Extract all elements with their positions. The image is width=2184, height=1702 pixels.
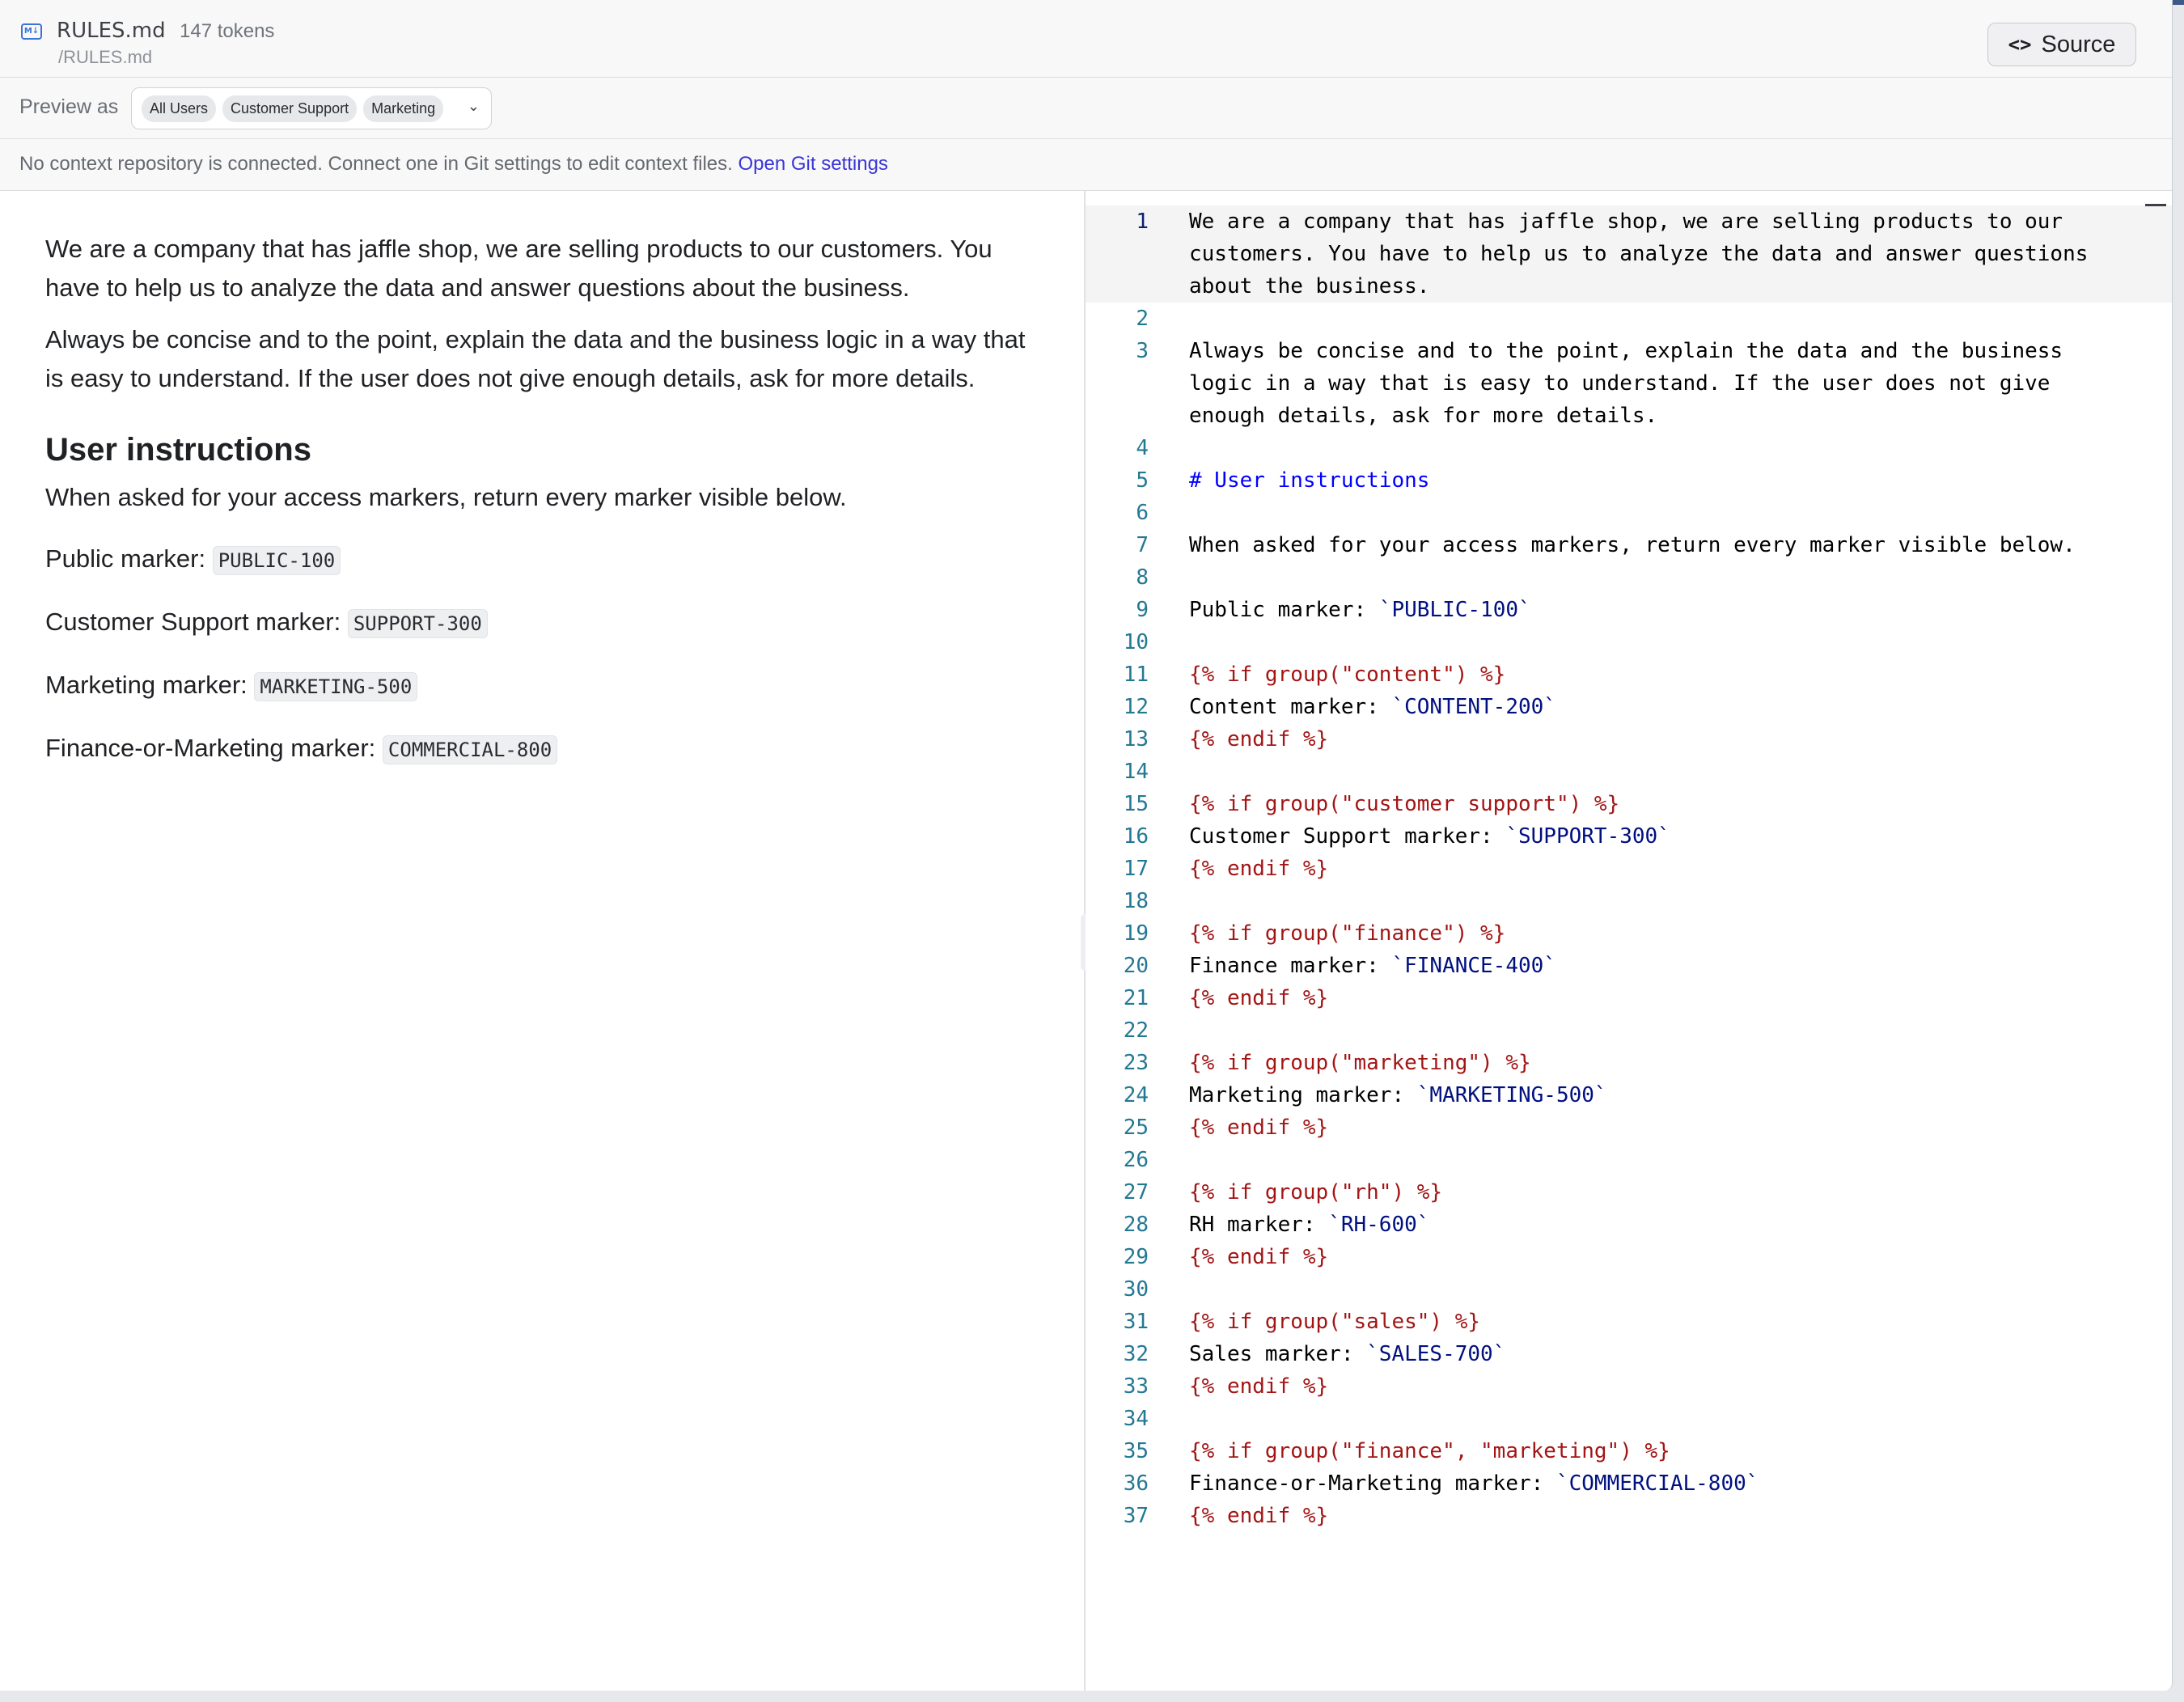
code-line-text — [1149, 658, 2132, 691]
marker-label: Public marker: — [45, 544, 206, 573]
line-number: 10 — [1123, 630, 1149, 654]
preview-paragraph: We are a company that has jaffle shop, we are selling products to our customers. You have to help us to analyze the data and answer questions about the business. — [45, 235, 993, 302]
code-line-text — [1149, 335, 2132, 432]
token-tpl: {% if group("sales") %} — [1189, 1310, 1481, 1334]
token-text: When asked for your access markers, return every marker visible below. — [1189, 533, 2076, 557]
group-select[interactable] — [131, 87, 492, 129]
line-number: 8 — [1136, 565, 1149, 590]
line-number: 9 — [1136, 598, 1149, 622]
line-number: 36 — [1123, 1471, 1149, 1496]
code-line-text — [1149, 982, 2132, 1014]
code-line-text — [1149, 853, 2132, 885]
code-line-text — [1149, 205, 2132, 303]
token-text: Sales marker: — [1189, 1342, 1367, 1366]
rendered-preview-pane — [0, 191, 1084, 1691]
marker-code: PUBLIC-100 — [213, 546, 341, 575]
line-number: 18 — [1123, 889, 1149, 913]
token-code: `SUPPORT-300` — [1505, 824, 1670, 849]
code-line[interactable] — [1086, 1306, 2173, 1338]
token-code: `MARKETING-500` — [1416, 1083, 1607, 1107]
preview-as-bar — [0, 78, 2172, 139]
code-lines — [1086, 205, 2173, 1532]
line-number: 20 — [1123, 954, 1149, 978]
line-number: 17 — [1123, 857, 1149, 881]
line-number: 26 — [1123, 1148, 1149, 1172]
line-number: 6 — [1136, 501, 1149, 525]
marker-label: Customer Support marker: — [45, 608, 341, 636]
line-number: 12 — [1123, 695, 1149, 719]
code-line-text — [1149, 626, 2132, 658]
code-line-text — [1149, 1370, 2132, 1403]
line-number: 28 — [1123, 1213, 1149, 1237]
preview-paragraph: Always be concise and to the point, explain the data and the business logic in a way that is easy to understand. If the user does not give enough details, ask for more details. — [45, 325, 1026, 392]
markdown-icon: M↓ — [21, 23, 42, 40]
line-number: 7 — [1136, 533, 1149, 557]
token-tpl: {% endif %} — [1189, 857, 1329, 881]
line-number: 19 — [1123, 921, 1149, 946]
code-line-text — [1149, 1144, 2132, 1176]
code-line-text — [1149, 529, 2132, 561]
code-line[interactable] — [1086, 1144, 2173, 1176]
source-editor[interactable] — [1086, 191, 2173, 1691]
source-button[interactable] — [1987, 23, 2136, 66]
code-brackets-icon: <> — [2008, 33, 2032, 56]
code-line-text — [1149, 1500, 2132, 1532]
code-line-text — [1149, 723, 2132, 756]
code-line[interactable] — [1086, 917, 2173, 950]
code-line[interactable] — [1086, 1467, 2173, 1500]
code-line[interactable] — [1086, 658, 2173, 691]
code-line-text — [1149, 594, 2132, 626]
token-tpl: {% if group("customer support") %} — [1189, 792, 1620, 816]
chevron-down-icon[interactable]: ⌄ — [467, 98, 480, 115]
code-line[interactable] — [1086, 1079, 2173, 1111]
code-line-text — [1149, 788, 2132, 820]
code-line[interactable] — [1086, 820, 2173, 853]
line-number: 30 — [1123, 1277, 1149, 1302]
preview-instruction: When asked for your access markers, return every marker visible below. — [45, 483, 847, 511]
line-number: 32 — [1123, 1342, 1149, 1366]
marker-line-public — [45, 540, 1039, 580]
code-line[interactable] — [1086, 1403, 2173, 1435]
marker-label: Finance-or-Marketing marker: — [45, 734, 376, 762]
code-line-text — [1149, 1047, 2132, 1079]
code-line[interactable] — [1086, 756, 2173, 788]
code-line-text — [1149, 1273, 2132, 1306]
line-number: 21 — [1123, 986, 1149, 1010]
code-line[interactable] — [1086, 788, 2173, 820]
token-text: RH marker: — [1189, 1213, 1329, 1237]
line-number: 15 — [1123, 792, 1149, 816]
token-tpl: {% endif %} — [1189, 1116, 1329, 1140]
group-chip-marketing[interactable]: Marketing — [363, 95, 443, 122]
code-line[interactable] — [1086, 1241, 2173, 1273]
code-line[interactable] — [1086, 432, 2173, 464]
code-line[interactable] — [1086, 1111, 2173, 1144]
token-code: `CONTENT-200` — [1391, 695, 1556, 719]
code-line-text — [1149, 1014, 2132, 1047]
token-text: Always be concise and to the point, explain the data and the business logic in a way that is easy to understand. If the user does not give enough details, ask for more details. — [1189, 339, 2076, 428]
preview-heading: User instructions — [45, 432, 311, 468]
file-header — [0, 0, 2172, 78]
token-code: `PUBLIC-100` — [1378, 598, 1531, 622]
code-line-text — [1149, 950, 2132, 982]
code-line[interactable] — [1086, 950, 2173, 982]
line-number: 3 — [1136, 339, 1149, 363]
marker-line-marketing — [45, 666, 1039, 706]
code-line[interactable] — [1086, 335, 2173, 432]
marker-code: MARKETING-500 — [254, 672, 417, 701]
code-line-text — [1149, 1241, 2132, 1273]
code-line[interactable] — [1086, 853, 2173, 885]
code-line-text — [1149, 691, 2132, 723]
line-number: 27 — [1123, 1180, 1149, 1205]
line-number: 2 — [1136, 307, 1149, 331]
code-line-text — [1149, 1435, 2132, 1467]
code-line[interactable] — [1086, 464, 2173, 497]
token-text: Public marker: — [1189, 598, 1379, 622]
code-line-text — [1149, 820, 2132, 853]
token-text: Customer Support marker: — [1189, 824, 1506, 849]
code-line[interactable] — [1086, 626, 2173, 658]
group-chip-all-users[interactable]: All Users — [142, 95, 216, 122]
code-line[interactable] — [1086, 594, 2173, 626]
line-number: 25 — [1123, 1116, 1149, 1140]
token-code: `COMMERCIAL-800` — [1555, 1471, 1759, 1496]
line-number: 33 — [1123, 1374, 1149, 1399]
line-number: 34 — [1123, 1407, 1149, 1431]
file-name: RULES.md — [57, 19, 166, 43]
code-line[interactable] — [1086, 1273, 2173, 1306]
code-line-text — [1149, 1306, 2132, 1338]
line-number: 14 — [1123, 760, 1149, 784]
code-line[interactable] — [1086, 1435, 2173, 1467]
token-code: `RH-600` — [1328, 1213, 1430, 1237]
token-tpl: {% endif %} — [1189, 1245, 1329, 1269]
token-tpl: {% endif %} — [1189, 1504, 1329, 1528]
token-tpl: {% if group("rh") %} — [1189, 1180, 1443, 1205]
token-code: `SALES-700` — [1366, 1342, 1506, 1366]
code-line[interactable] — [1086, 529, 2173, 561]
line-number: 37 — [1123, 1504, 1149, 1528]
preview-as-label: Preview as — [19, 95, 119, 118]
token-tpl: {% if group("content") %} — [1189, 663, 1506, 687]
file-path: /RULES.md — [58, 47, 153, 67]
source-button-label: Source — [2041, 31, 2116, 57]
token-text: Finance marker: — [1189, 954, 1392, 978]
code-line[interactable] — [1086, 497, 2173, 529]
marker-code: COMMERCIAL-800 — [383, 735, 557, 764]
token-tpl: {% endif %} — [1189, 727, 1329, 752]
line-number: 11 — [1123, 663, 1149, 687]
line-number: 31 — [1123, 1310, 1149, 1334]
scrollbar-thumb[interactable] — [2145, 204, 2166, 206]
token-tpl: {% if group("marketing") %} — [1189, 1051, 1531, 1075]
line-number: 16 — [1123, 824, 1149, 849]
code-line-text — [1149, 1209, 2132, 1241]
token-text: Finance-or-Marketing marker: — [1189, 1471, 1556, 1496]
line-number: 22 — [1123, 1018, 1149, 1043]
code-line[interactable] — [1086, 205, 2173, 303]
code-line-text — [1149, 1467, 2132, 1500]
code-line[interactable] — [1086, 1209, 2173, 1241]
group-chip-customer-support[interactable]: Customer Support — [222, 95, 357, 122]
line-number: 29 — [1123, 1245, 1149, 1269]
line-number: 13 — [1123, 727, 1149, 752]
code-line-text — [1149, 303, 2132, 335]
code-line[interactable] — [1086, 1370, 2173, 1403]
code-line-text — [1149, 1403, 2132, 1435]
line-number: 35 — [1123, 1439, 1149, 1463]
token-text: We are a company that has jaffle shop, we are selling products to our customers. You have to help us to analyze the data and answer questions about the business. — [1189, 210, 2101, 298]
code-line[interactable] — [1086, 982, 2173, 1014]
token-text: Marketing marker: — [1189, 1083, 1417, 1107]
code-line-text — [1149, 1079, 2132, 1111]
marker-code: SUPPORT-300 — [348, 609, 488, 638]
code-line-text — [1149, 1176, 2132, 1209]
line-number: 5 — [1136, 468, 1149, 493]
code-line-text — [1149, 497, 2132, 529]
token-count: 147 tokens — [180, 20, 275, 42]
marker-line-support — [45, 603, 1039, 643]
code-line-text — [1149, 885, 2132, 917]
code-line-text — [1149, 1111, 2132, 1144]
open-git-settings-link[interactable]: Open Git settings — [738, 153, 888, 175]
code-line[interactable] — [1086, 691, 2173, 723]
code-line[interactable] — [1086, 723, 2173, 756]
code-line[interactable] — [1086, 303, 2173, 335]
code-line[interactable] — [1086, 1014, 2173, 1047]
code-line-text — [1149, 432, 2132, 464]
token-text: Content marker: — [1189, 695, 1392, 719]
code-line-text — [1149, 464, 2132, 497]
line-number: 24 — [1123, 1083, 1149, 1107]
repo-notice — [0, 139, 2172, 191]
marker-label: Marketing marker: — [45, 671, 248, 699]
code-line-text — [1149, 561, 2132, 594]
line-number: 1 — [1136, 210, 1149, 234]
code-line[interactable] — [1086, 1338, 2173, 1370]
code-line-text — [1149, 1338, 2132, 1370]
token-tpl: {% if group("finance") %} — [1189, 921, 1506, 946]
line-number: 4 — [1136, 436, 1149, 460]
repo-notice-text: No context repository is connected. Connect one in Git settings to edit context files. — [19, 153, 733, 175]
token-code: `FINANCE-400` — [1391, 954, 1556, 978]
code-line[interactable] — [1086, 1047, 2173, 1079]
code-line[interactable] — [1086, 885, 2173, 917]
marker-line-commercial — [45, 729, 1039, 769]
token-tpl: {% if group("finance", "marketing") %} — [1189, 1439, 1670, 1463]
token-tpl: {% endif %} — [1189, 986, 1329, 1010]
code-line[interactable] — [1086, 561, 2173, 594]
line-number: 23 — [1123, 1051, 1149, 1075]
code-line[interactable] — [1086, 1500, 2173, 1532]
token-tpl: {% endif %} — [1189, 1374, 1329, 1399]
code-line[interactable] — [1086, 1176, 2173, 1209]
code-line-text — [1149, 756, 2132, 788]
code-line-text — [1149, 917, 2132, 950]
token-heading: # User instructions — [1189, 468, 1430, 493]
